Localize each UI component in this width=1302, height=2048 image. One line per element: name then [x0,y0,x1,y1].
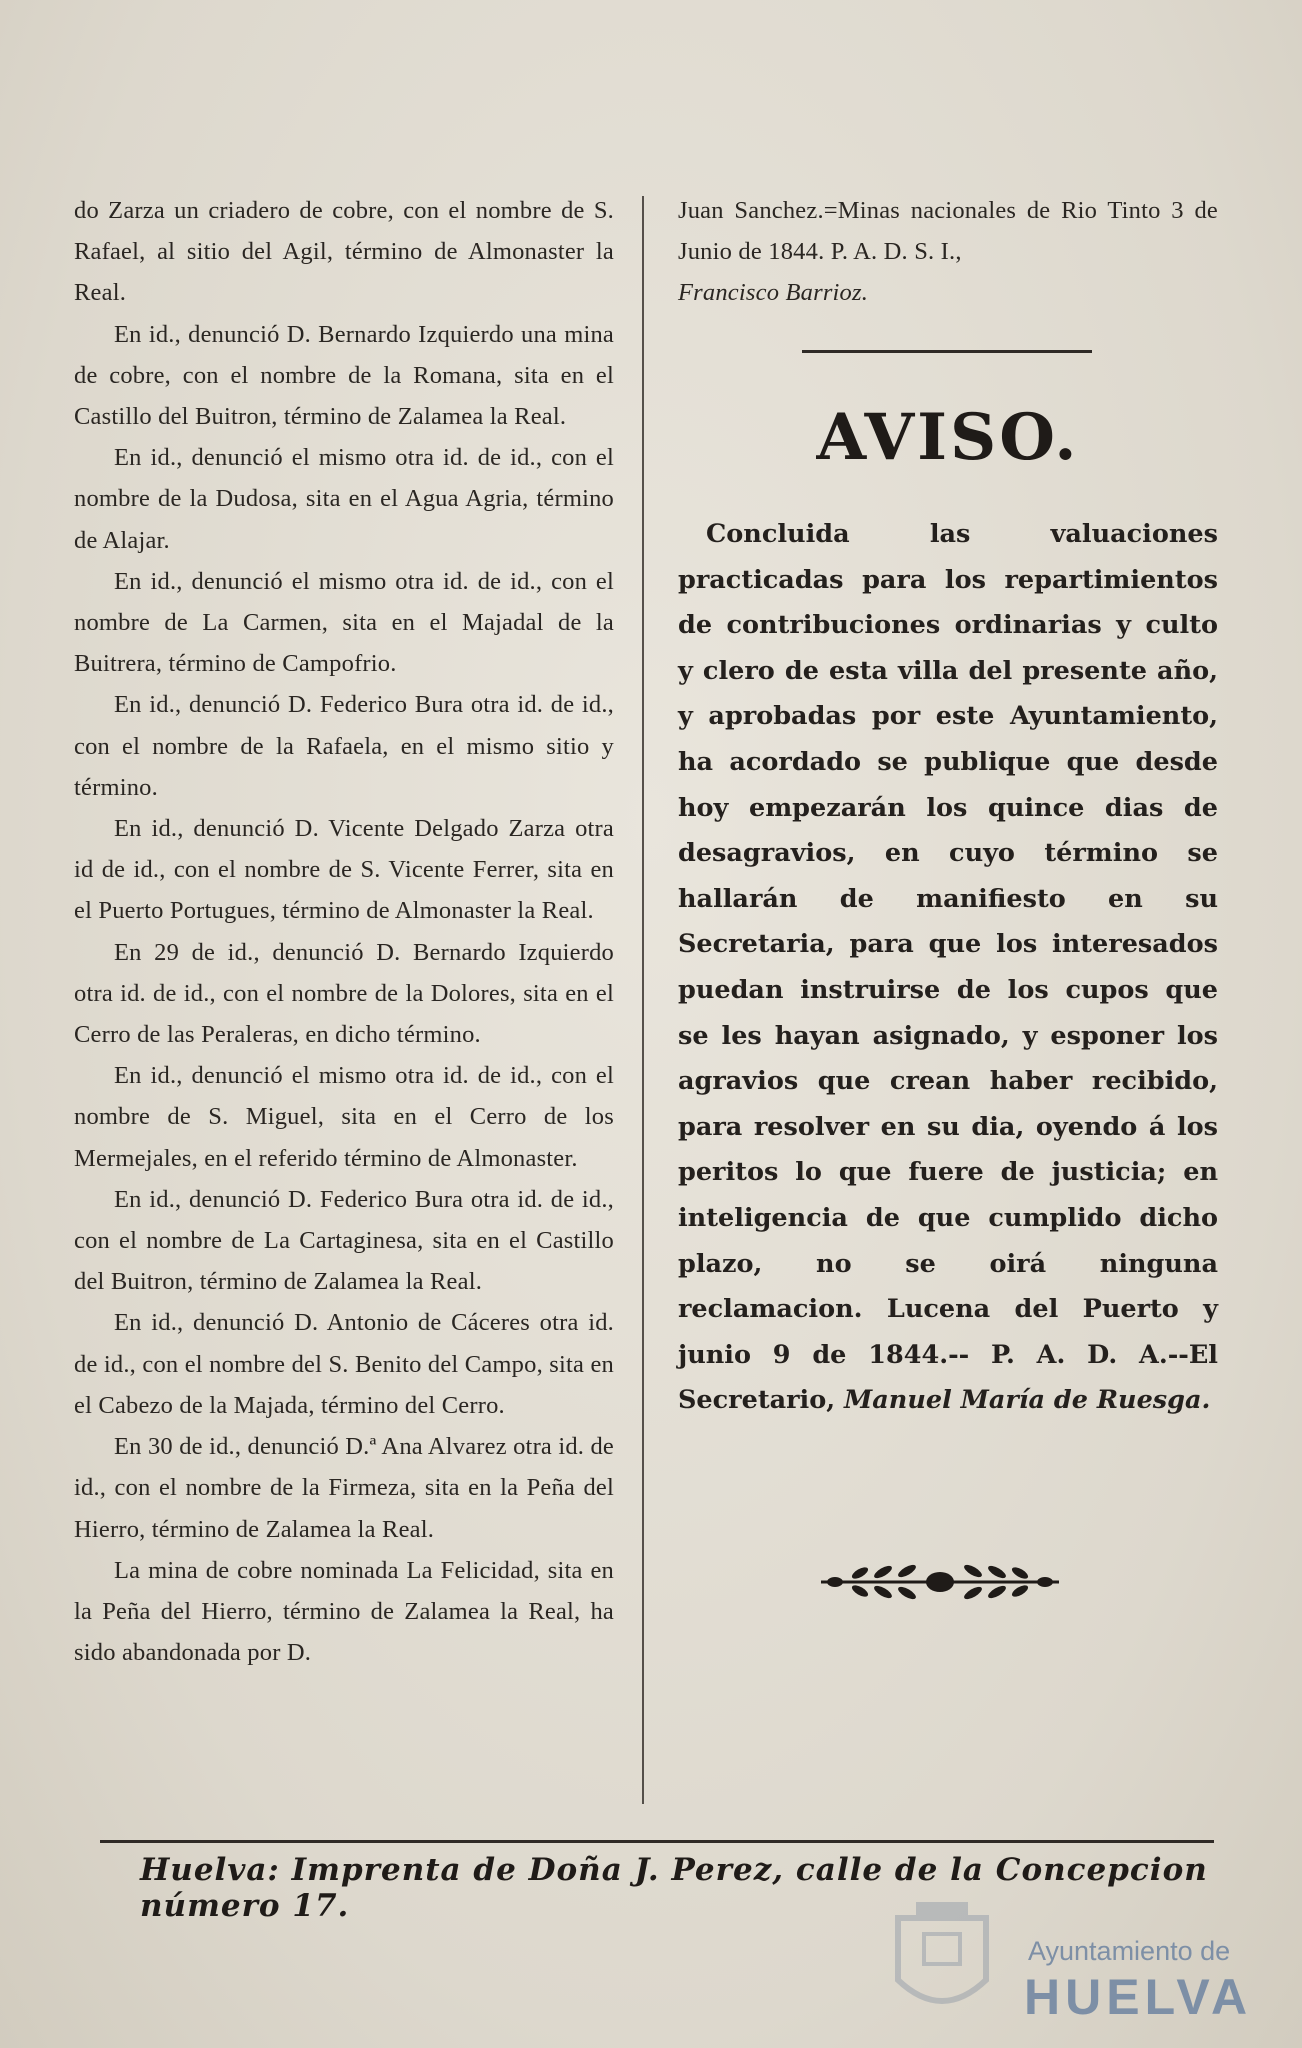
paragraph: La mina de cobre nominada La Felicidad, sita en la Peña del Hierro, término de Zalamea la Real, ha sido abandonada por D. [74,1556,614,1667]
paragraph: En 29 de id., denunció D. Bernardo Izquierdo otra id. de id., con el nombre de la Dolores, sita en el Cerro de las Peraleras, en dicho término. [74,938,614,1049]
section-rule [802,350,1092,353]
paragraph-continuation: do Zarza un criadero de cobre, con el nombre de S. Rafael, al sitio del Agil, término de Almonaster la Real. [74,197,614,307]
column-divider [642,196,644,1804]
paragraph: En 30 de id., denunció D.ª Ana Alvarez otra id. de id., con el nombre de la Firmeza, sita en la Peña del Hierro, término de Zalamea la Real. [74,1433,614,1543]
paragraph: En id., denunció D. Federico Bura otra id. de id., con el nombre de La Cartaginesa, sita en el Castillo del Buitron, término de Zalamea la Real. [74,1185,614,1296]
signature: Francisco Barrioz. [678,279,869,307]
aviso-signature: Manuel María de Ruesga. [844,1385,1211,1416]
right-column-top [678,190,1218,314]
ornament-icon [815,1556,1065,1608]
paragraph: En id., denunció D. Federico Bura otra id. de id., con el nombre de la Rafaela, en el mismo sitio y término. [74,691,614,801]
watermark-text: Ayuntamiento de [1028,1936,1231,1966]
imprint-line: Huelva: Imprenta de Doña J. Perez, calle de la Concepcion número 17. [140,1852,1208,1924]
aviso-text: Concluida las valuaciones practicadas para los repartimientos de contribuciones ordinarias y culto y clero de esta villa del presente año, y aprobadas por este Ayuntamiento, ha acordado se publique que desde hoy empezarán los quince dias de desagravios, en cuyo término se hallarán de manifiesto en su Secretaria, para que los interesados puedan instruirse de los cupos que se les hayan asignado, y esponer los agravios que crean haber recibido, para resolver en su dia, oyendo á los peritos lo que fuere de justicia; en inteligencia de que cumplido dicho plazo, no se oirá ninguna reclamacion. Lucena del Puerto y junio 9 de 1844.-- P. A. D. A.--El Secretario, [678,519,1218,1416]
aviso-heading: AVISO. [816,400,1080,475]
paragraph: En id., denunció el mismo otra id. de id., con el nombre de la Dudosa, sita en el Agua Agria, término de Alajar. [74,444,614,554]
left-column [74,190,614,1673]
footer-rule [100,1840,1214,1843]
aviso-body [678,512,1218,1424]
paragraph: En id., denunció el mismo otra id. de id., con el nombre de La Carmen, sita en el Majadal de la Buitrera, término de Campofrio. [74,567,614,678]
paragraph: En id., denunció D. Antonio de Cáceres otra id. de id., con el nombre del S. Benito del Campo, sita en el Cabezo de la Majada, término del Cerro. [74,1309,614,1419]
watermark-title: HUELVA [1024,1969,1253,2025]
paragraph-continuation: Juan Sanchez.=Minas nacionales de Rio Tinto 3 de Junio de 1844. P. A. D. S. I., [678,197,1218,266]
paragraph: En id., denunció D. Bernardo Izquierdo una mina de cobre, con el nombre de la Romana, sita en el Castillo del Buitron, término de Zalamea la Real. [74,320,614,431]
paragraph: En id., denunció D. Vicente Delgado Zarza otra id de id., con el nombre de S. Vicente Ferrer, sita en el Puerto Portugues, término de Almonaster la Real. [74,815,614,925]
paragraph: En id., denunció el mismo otra id. de id., con el nombre de S. Miguel, sita en el Cerro de los Mermejales, en el referido término de Almonaster. [74,1062,614,1172]
